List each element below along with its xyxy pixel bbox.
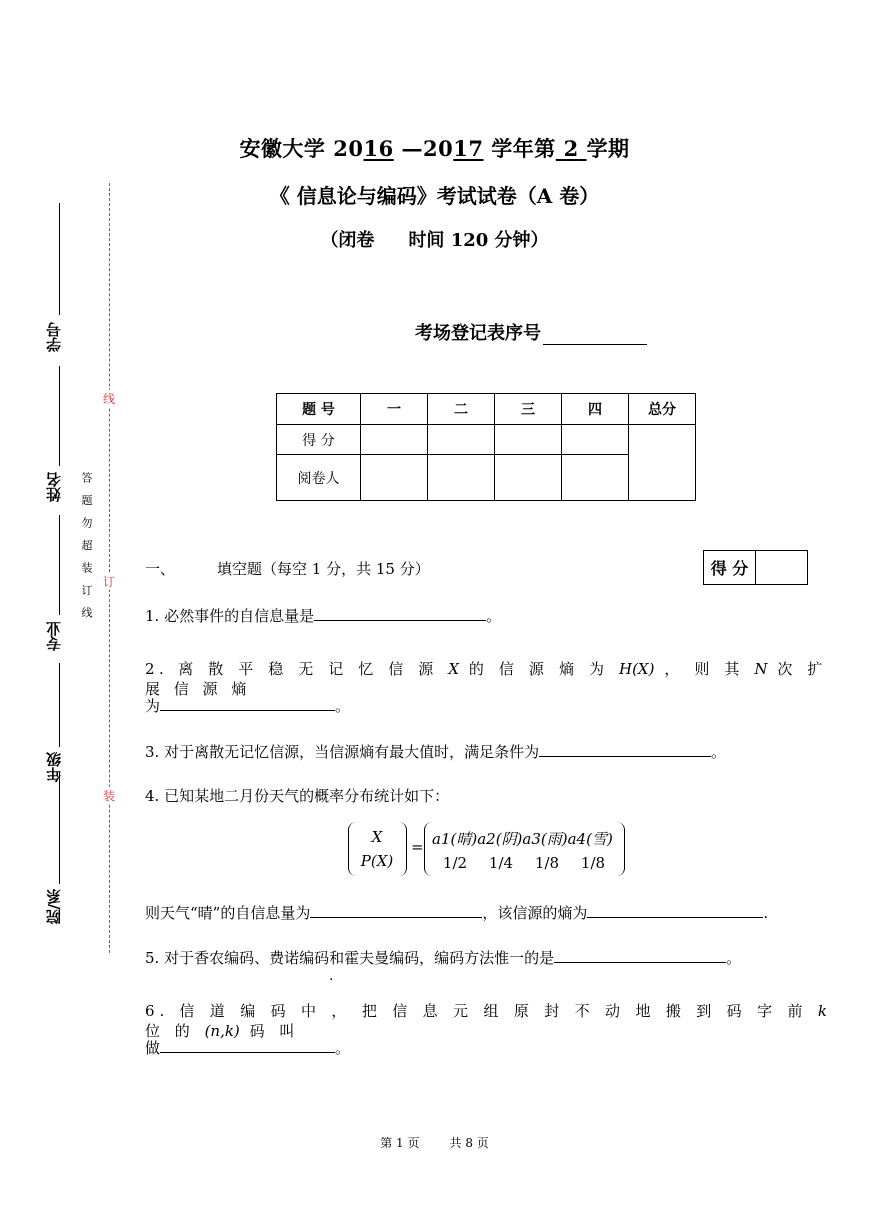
section-1-score-box	[703, 550, 808, 585]
exam-title-line: 安徽大学 2016 —2017 学年第 2 学期	[239, 136, 630, 161]
answer-blank[interactable]	[160, 695, 335, 711]
section-score-cell[interactable]	[756, 551, 808, 585]
section-1-heading: 一、 填空题（每空 1 分，共 15 分）	[145, 560, 430, 578]
header-part-1: 一	[361, 394, 428, 425]
grader-cell[interactable]	[428, 455, 495, 501]
course-title: 《 信息论与编码》考试试卷（A 卷）	[269, 184, 600, 208]
stray-dot: ·	[329, 972, 334, 988]
department-line[interactable]	[59, 772, 60, 884]
question-5: 5. 对于香农编码、费诺编码和霍夫曼编码，编码方法惟一的是 。	[145, 949, 742, 967]
grader-cell[interactable]	[361, 455, 428, 501]
student-id-line[interactable]	[59, 203, 60, 315]
grader-cell[interactable]	[495, 455, 562, 501]
header-part-4: 四	[562, 394, 629, 425]
major-label: 专业	[45, 621, 63, 651]
symbol-a4: a4(雪)	[567, 830, 613, 848]
matrix-symbols	[432, 828, 613, 849]
score-cell[interactable]	[495, 425, 562, 455]
exam-type: （闭卷 时间 120 分钟）	[320, 230, 549, 251]
score-cell[interactable]	[428, 425, 495, 455]
score-table	[276, 393, 696, 501]
header-total: 总分	[629, 394, 696, 425]
answer-blank[interactable]	[554, 947, 726, 963]
grade-label: 年级	[45, 752, 63, 782]
total-score-cell[interactable]	[629, 425, 696, 501]
symbol-a2: a2(阴)	[477, 830, 523, 848]
question-4: 4. 已知某地二月份天气的概率分布统计如下：	[145, 787, 450, 805]
header-part-3: 三	[495, 394, 562, 425]
registration-number: 考场登记表序号	[415, 319, 647, 345]
start-year: 16	[363, 136, 394, 161]
term-number: 2	[563, 136, 579, 161]
major-line[interactable]	[59, 515, 60, 615]
symbol-a3: a3(雨)	[522, 830, 568, 848]
prob-a1: 1/2	[442, 854, 468, 872]
score-cell[interactable]	[361, 425, 428, 455]
prob-a2: 1/4	[488, 854, 514, 872]
answer-blank[interactable]	[314, 605, 486, 621]
total-pages: 共 8 页	[449, 1136, 489, 1150]
question-2: 2. 离 散 平 稳 无 记 忆 信 源 X 的 信 源 熵 为 H(X) ， 则 其 N 次 扩 展 信 源 熵	[145, 660, 827, 698]
binding-notice: 答 题 勿 超 装 订 线	[80, 472, 93, 622]
header-question-no: 题 号	[277, 394, 361, 425]
name-label: 姓名	[45, 472, 63, 502]
score-cell[interactable]	[562, 425, 629, 455]
answer-blank[interactable]	[539, 741, 711, 757]
question-6: 6. 信 道 编 码 中 ， 把 信 息 元 组 原 封 不 动 地 搬 到 码 字 前 k 位 的 (n,k) 码 叫	[145, 1002, 827, 1040]
prob-a3: 1/8	[534, 854, 560, 872]
grader-cell[interactable]	[562, 455, 629, 501]
probability-matrix: X P(X) = a1(晴)a2(阴)a3(雨)a4(雪) 1/2 1/4 1/8 1/8	[348, 822, 624, 878]
student-id-label: 学号	[45, 322, 63, 352]
question-6-cont: 做 。	[145, 1039, 351, 1057]
registration-blank[interactable]	[543, 324, 647, 345]
matrix-lhs-bottom: P(X)	[360, 852, 394, 870]
question-4-answer: 则天气“晴”的自信息量为 ，该信源的熵为 .	[145, 904, 769, 922]
question-3: 3. 对于离散无记忆信源，当信源熵有最大值时，满足条件为 。	[145, 743, 727, 761]
answer-blank[interactable]	[587, 902, 763, 918]
answer-blank[interactable]	[160, 1037, 335, 1053]
prob-a4: 1/8	[580, 854, 606, 872]
answer-blank[interactable]	[310, 902, 482, 918]
header-part-2: 二	[428, 394, 495, 425]
mark-ding: 订	[103, 575, 116, 589]
section-score-label: 得 分	[704, 551, 756, 585]
row-grader-label: 阅卷人	[277, 455, 361, 501]
page-number: 第 1 页	[380, 1136, 420, 1150]
grade-line[interactable]	[59, 663, 60, 747]
matrix-probabilities	[432, 854, 616, 872]
name-line[interactable]	[59, 366, 60, 466]
end-year: 17	[453, 136, 484, 161]
binding-line	[109, 183, 110, 953]
page-footer	[0, 1134, 869, 1151]
mark-xian: 线	[103, 392, 116, 406]
row-score-label: 得 分	[277, 425, 361, 455]
question-1: 1. 必然事件的自信息量是 。	[145, 607, 502, 625]
symbol-a1: a1(晴)	[432, 830, 478, 848]
mark-zhuang: 装	[103, 789, 116, 803]
matrix-lhs-top: X	[371, 828, 383, 846]
department-label: 院/系	[45, 889, 63, 925]
question-2-cont: 为 。	[145, 697, 351, 715]
